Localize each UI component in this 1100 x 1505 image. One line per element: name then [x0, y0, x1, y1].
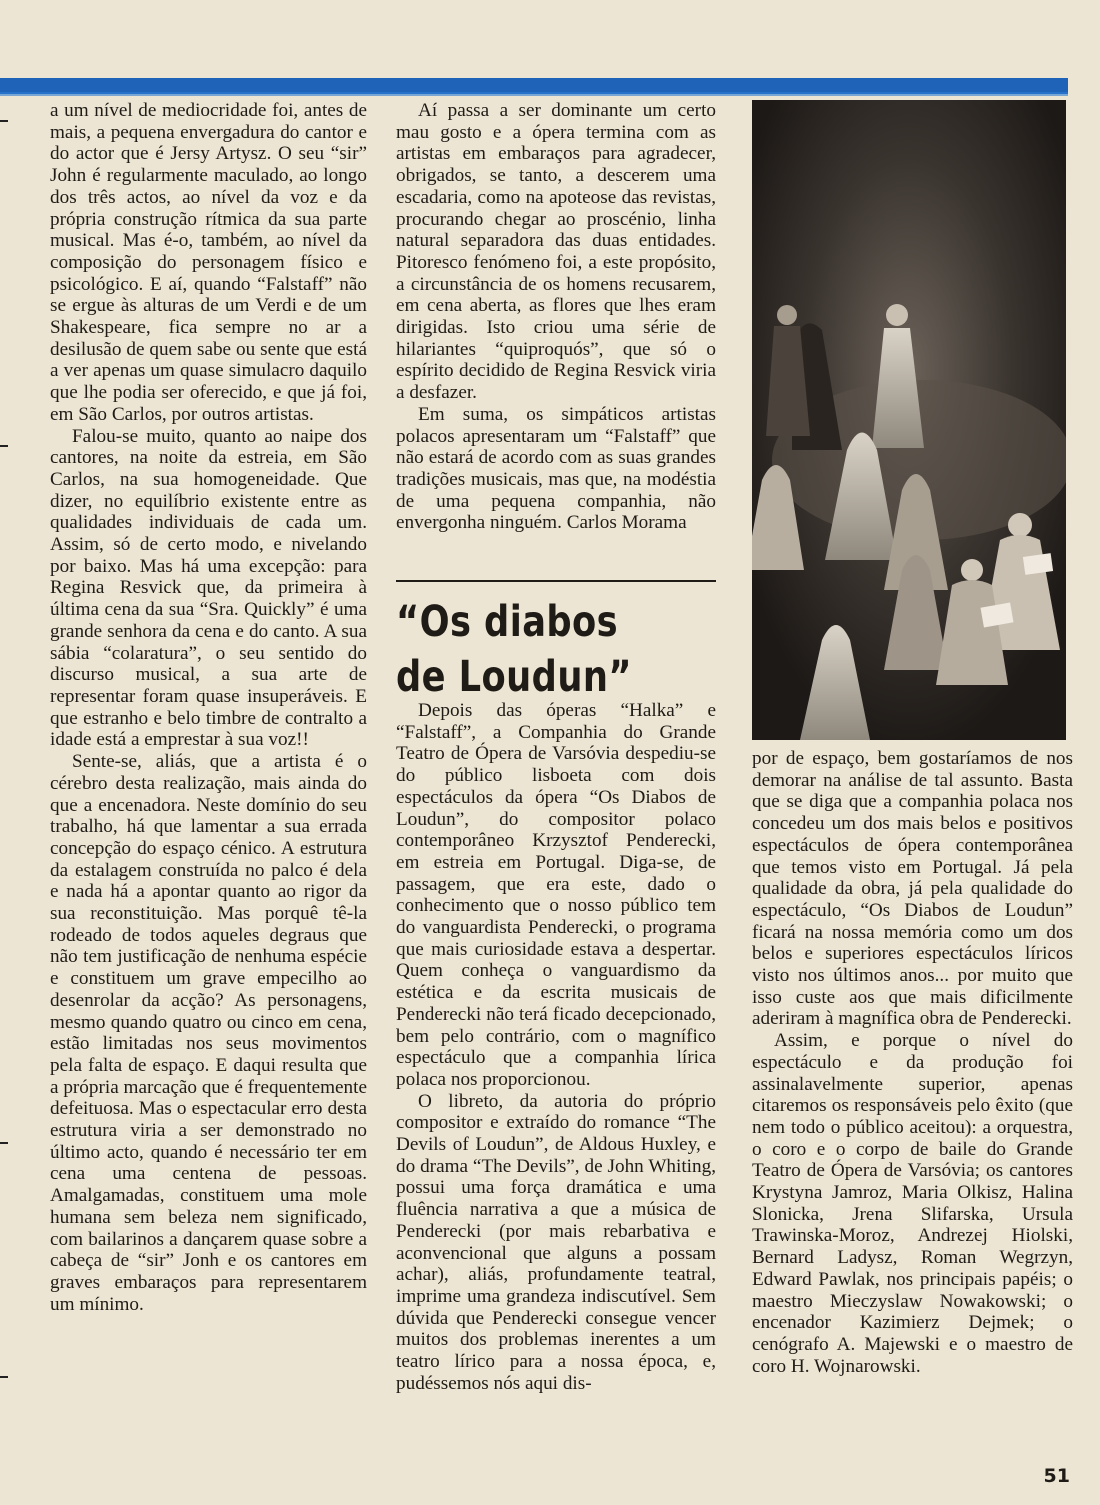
paragraph: por de espaço, bem gostaríamos de nos demorar na análise de tal assunto. Basta que se diga que a companhia polaca nos concedeu um dos mais belos e positivos espectáculos de ópera contemporânea que temos visto em Portugal. Já pela qualidade da obra, já pela qualidade do espectáculo, “Os Diabos de Loudun” ficará na nossa memória como um dos belos e superiores espectáculos líricos visto nos últimos anos... por muito que isso custe aos que mais dificilmente aderiram à magnífica obra de Penderecki. — [752, 748, 1073, 1030]
margin-mark — [0, 1376, 8, 1378]
paragraph: O libreto, da autoria do próprio compositor e extraído do romance “The Devils of Loudun”, de Aldous Huxley, e do drama “The Devils”, de John Whiting, possui uma força dramática e uma fluência narrativa a que a música de Penderecki (por mais rebarbativa e aconvencional que alguns a possam achar), aliás, profundamente teatral, imprime uma grandeza indiscutível. Sem dúvida que Penderecki consegue vencer muitos dos problemas inerentes a um teatro lírico para a nossa época, e, pudéssemos nós aqui dis- — [396, 1090, 716, 1394]
paragraph: Depois das óperas “Halka” e “Falstaff”, a Companhia do Grande Teatro de Ópera de Varsóvia despediu-se do público lisboeta com dois espectáculos da ópera “Os Diabos de Loudun”, do compositor polaco contemporâneo Krzysztof Penderecki, em estreia em Portugal. Diga-se, de passagem, que era este, dado o conhecimento que o nosso público tem do vanguardista Penderecki, o programa que mais curiosidade estava a despertar. Quem conheça o vanguardismo da estética e da escrita musicais de Penderecki não terá ficado decepcionado, bem pelo contrário, com o magnífico espectáculo que a companhia lírica polaca nos proporcionou. — [396, 700, 716, 1090]
paragraph: a um nível de mediocridade foi, antes de mais, a pequena envergadura do cantor e do actor que é Jersy Artysz. O seu “sir” John é regularmente maculado, ao longo dos três actos, ao nível da voz e da própria construção rítmica da sua parte musical. Mas é-o, também, ao nível da composição do personagem físico e psicológico. E aí, quando “Falstaff” não se ergue às alturas de um Verdi e de um Shakespeare, fica sempre no ar a desilusão de quem sabe ou sente que está a ver apenas um quase simulacro daquilo que lhe podia ser oferecido, e que já foi, em São Carlos, por outros artistas. — [50, 100, 367, 425]
paragraph: Aí passa a ser dominante um certo mau gosto e a ópera termina com as artistas em embaraços para agradecer, obrigados, se tanto, a descerem uma escadaria, como na apoteose das revistas, procurando chegar ao proscénio, linha natural separadora das duas entidades. Pitoresco fenómeno foi, a este propósito, a circunstância de os homens recusarem, em cena aberta, as flores que lhes eram dirigidas. Isto criou uma série de hilariantes “quiproquós”, que só o espírito decidido de Regina Resvick viria a desfazer. — [396, 100, 716, 404]
section-headline: “Os diabos de Loudun” — [396, 597, 632, 702]
margin-mark — [0, 445, 8, 447]
paragraph: Falou-se muito, quanto ao naipe dos cantores, na noite da estreia, em São Carlos, na sua homogeneidade. Que dizer, no equilíbrio existente entre as qualidades individuais de cada um. Assim, só de certo modo, e nivelando por baixo. Mas há uma excepção: para Regina Resvick que, da primeira à última cena da sua “Sra. Quickly” é uma grande senhora da cena e do canto. A sua sábia “colaratura”, o seu sentido do discurso musical, a sua arte de representar foram quase insuperáveis. E que estranho e belo timbre de contralto a idade está a emprestar à sua voz!! — [50, 425, 367, 751]
article-column-2-continued — [396, 700, 716, 1395]
paragraph: Sente-se, aliás, que a artista é o cérebro desta realização, mais ainda do que a encenadora. Neste domínio do seu trabalho, há que lamentar a sua errada concepção do espaço cénico. A estrutura da estalagem construída no palco é dela e nada há a apontar quanto ao rigor da sua reconstituição. Mas porquê tê-la rodeado de todos aqueles degraus que não tem justificação de nenhuma espécie e constituem um grave empecilho ao desenrolar da acção? As personagens, mesmo quando quatro ou cinco em cena, estão limitadas nos seus movimentos pela falta de espaço. E daqui resulta que a própria marcação que é frequentemente defeituosa. Mas o espectacular erro desta estrutura viria a ser demonstrado no último acto, quando é necessário ter em cena uma centena de pessoas. Amalgamadas, constituem uma mole humana sem beleza nem significado, com bailarinos a dançarem quase sobre a cabeça de “sir” Jonh e os cantores em graves embaraços para representarem um mínimo. — [50, 751, 367, 1315]
photo-illustration — [752, 100, 1066, 740]
paragraph: Em suma, os simpáticos artistas polacos apresentaram um “Falstaff” que não estará de acordo com as suas grandes tradições musicais, mas que, na modéstia de uma pequena companhia, não envergonha ninguém. Carlos Morama — [396, 403, 716, 534]
margin-mark — [0, 120, 8, 122]
opera-stage-photo — [752, 100, 1066, 740]
header-color-band-edge — [0, 92, 1068, 96]
paragraph: Assim, e porque o nível do espectáculo e da produção foi assinalavelmente superior, apenas citaremos os responsáveis pelo êxito (que nem todo o público aceitou): a orquestra, o coro e o corpo de baile do Grande Teatro de Ópera de Varsóvia; os cantores Krystyna Jamroz, Maria Olkisz, Halina Slonicka, Jrena Slifarska, Ursula Trawinska-Moroz, Andrezej Hiolski, Bernard Ladysz, Roman Wegrzyn, Edward Pawlak, nos principais papéis; o maestro Mieczyslaw Nowakowski; o encenador Kazimierz Dejmek; o cenógrafo A. Majewski e o maestro de coro H. Wojnarowski. — [752, 1030, 1073, 1377]
page-number: 51 — [1043, 1465, 1070, 1487]
margin-mark — [0, 1142, 8, 1144]
article-column-2 — [396, 100, 716, 534]
section-divider — [396, 580, 716, 582]
article-column-3 — [752, 748, 1073, 1377]
article-column-1 — [50, 100, 367, 1315]
